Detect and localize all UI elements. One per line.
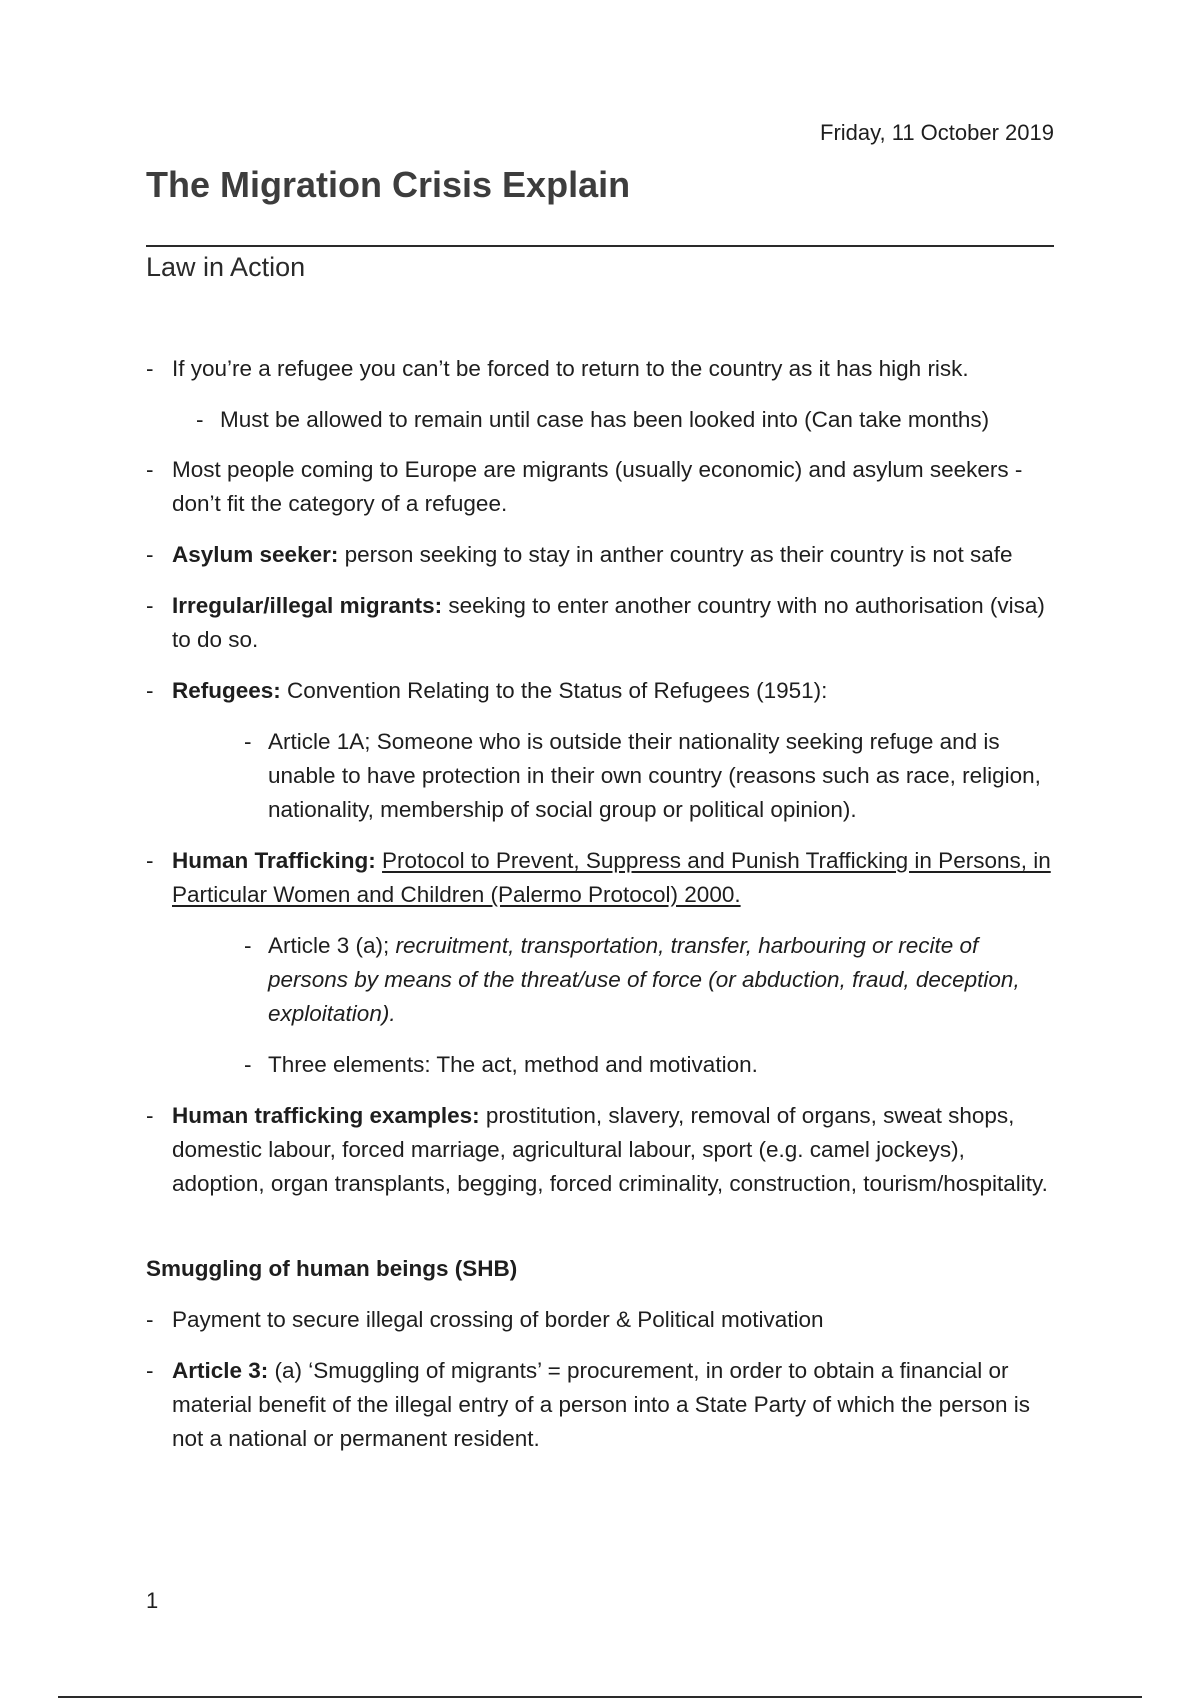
definition-trafficking-examples: prostitution, slavery, removal of organs, sweat shops, domestic labour, forced marriage, agricultural labour, sport (e.g. camel jockeys), adoption, organ transplants, begging, forced criminality, construction, tourism/hospitality. bbox=[172, 1103, 1048, 1196]
sub-bullet-three-elements bbox=[244, 1048, 1058, 1082]
sub-bullet-remain bbox=[196, 403, 1058, 437]
sub-bullet-article-3a bbox=[244, 929, 1058, 1031]
bullet-dash: - bbox=[146, 356, 154, 381]
bullet-text: Payment to secure illegal crossing of border & Political motivation bbox=[172, 1307, 824, 1332]
bullet-dash: - bbox=[244, 729, 252, 754]
definition-article-3: (a) ‘Smuggling of migrants’ = procurement, in order to obtain a financial or material benefit of the illegal entry of a person into a State Party of which the person is not a national or permanent resident. bbox=[172, 1358, 1030, 1451]
bullet-irregular-migrants bbox=[146, 589, 1058, 657]
page-bottom-divider bbox=[58, 1696, 1142, 1698]
definition-asylum-seeker: person seeking to stay in anther country as their country is not safe bbox=[338, 542, 1013, 567]
document-date: Friday, 11 October 2019 bbox=[820, 120, 1054, 145]
sub-bullet-article-1a bbox=[244, 725, 1058, 827]
term-human-trafficking: Human Trafficking: bbox=[172, 848, 376, 873]
definition-irregular-migrants: seeking to enter another country with no authorisation (visa) to do so. bbox=[172, 593, 1045, 652]
bullet-dash: - bbox=[146, 678, 154, 703]
bullet-dash: - bbox=[196, 407, 204, 432]
bullet-refugees bbox=[146, 674, 1058, 708]
bullet-payment bbox=[146, 1303, 1058, 1337]
bullet-dash: - bbox=[146, 1307, 154, 1332]
bullet-dash: - bbox=[146, 1358, 154, 1383]
definition-refugees: Convention Relating to the Status of Refugees (1951): bbox=[280, 678, 828, 703]
bullet-dash: - bbox=[244, 1052, 252, 1077]
term-irregular-migrants: Irregular/illegal migrants: bbox=[172, 593, 443, 618]
bullet-text: Must be allowed to remain until case has been looked into (Can take months) bbox=[220, 407, 990, 432]
title-divider bbox=[146, 245, 1054, 247]
article-3a-label: Article 3 (a); bbox=[268, 933, 396, 958]
bullet-trafficking-examples bbox=[146, 1099, 1058, 1201]
term-refugees: Refugees: bbox=[172, 678, 281, 703]
bullet-dash: - bbox=[244, 933, 252, 958]
term-trafficking-examples: Human trafficking examples: bbox=[172, 1103, 480, 1128]
bullet-human-trafficking bbox=[146, 844, 1058, 912]
palermo-protocol-reference: Protocol to Prevent, Suppress and Punish Trafficking in Persons, in Particular Women and Children (Palermo Protocol) 2000. bbox=[172, 848, 1051, 907]
page-number: 1 bbox=[146, 1588, 159, 1613]
term-asylum-seeker: Asylum seeker: bbox=[172, 542, 339, 567]
bullet-asylum-seeker bbox=[146, 538, 1058, 572]
notes-content bbox=[146, 352, 1058, 1456]
bullet-text: Article 1A; Someone who is outside their nationality seeking refuge and is unable to have protection in their own country (reasons such as race, religion, nationality, membership of social group or political opinion). bbox=[268, 729, 1041, 822]
term-article-3: Article 3: bbox=[172, 1358, 269, 1383]
page-title: The Migration Crisis Explain bbox=[146, 164, 631, 205]
bullet-dash: - bbox=[146, 1103, 154, 1128]
page-subtitle: Law in Action bbox=[146, 252, 306, 282]
bullet-dash: - bbox=[146, 542, 154, 567]
bullet-article-3 bbox=[146, 1354, 1058, 1456]
bullet-most-people bbox=[146, 453, 1058, 521]
bullet-dash: - bbox=[146, 457, 154, 482]
bullet-text: If you’re a refugee you can’t be forced to return to the country as it has high risk. bbox=[172, 356, 969, 381]
bullet-refugee-risk bbox=[146, 352, 1058, 386]
bullet-dash: - bbox=[146, 593, 154, 618]
article-3a-text: recruitment, transportation, transfer, harbouring or recite of persons by means of the threat/use of force (or abduction, fraud, deception, exploitation). bbox=[268, 933, 1020, 1026]
bullet-text: Three elements: The act, method and motivation. bbox=[268, 1052, 758, 1077]
bullet-text: Most people coming to Europe are migrants (usually economic) and asylum seekers - don’t fit the category of a refugee. bbox=[172, 457, 1023, 516]
bullet-dash: - bbox=[146, 848, 154, 873]
section-heading-smuggling: Smuggling of human beings (SHB) bbox=[146, 1256, 518, 1281]
